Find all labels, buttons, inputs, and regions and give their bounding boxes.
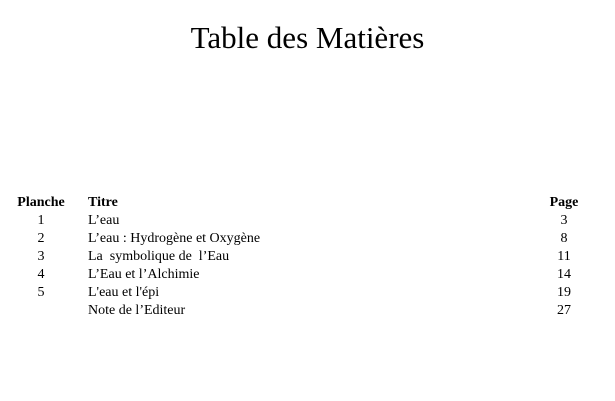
entry-title: L’eau : Hydrogène et Oxygène <box>88 231 261 246</box>
toc-row <box>0 212 615 230</box>
planche-number: 2 <box>37 231 45 246</box>
entry-title: La symbolique de l’Eau <box>88 249 230 264</box>
page-number: 19 <box>557 285 571 300</box>
page-number: 3 <box>560 213 568 228</box>
toc-row <box>0 284 615 302</box>
toc-row <box>0 302 615 320</box>
titre-column-header: Titre <box>88 195 118 210</box>
toc-row <box>0 230 615 248</box>
page-number: 14 <box>557 267 571 282</box>
entry-title: L’eau <box>88 213 120 228</box>
planche-number: 1 <box>37 213 45 228</box>
page-number: 11 <box>557 249 571 264</box>
toc-row <box>0 248 615 266</box>
page-column-header: Page <box>549 195 579 210</box>
document-title: Table des Matières <box>190 20 425 55</box>
planche-number: 4 <box>37 267 45 282</box>
entry-title: L'eau et l'épi <box>88 285 160 300</box>
table-of-contents <box>0 194 615 320</box>
toc-header-row <box>0 194 615 212</box>
planche-number: 5 <box>37 285 45 300</box>
planche-column-header: Planche <box>17 195 65 210</box>
entry-title: L’Eau et l’Alchimie <box>88 267 200 282</box>
toc-row <box>0 266 615 284</box>
page-number: 8 <box>560 231 568 246</box>
page-number: 27 <box>557 303 571 318</box>
planche-number: 3 <box>37 249 45 264</box>
entry-title: Note de l’Editeur <box>88 303 186 318</box>
